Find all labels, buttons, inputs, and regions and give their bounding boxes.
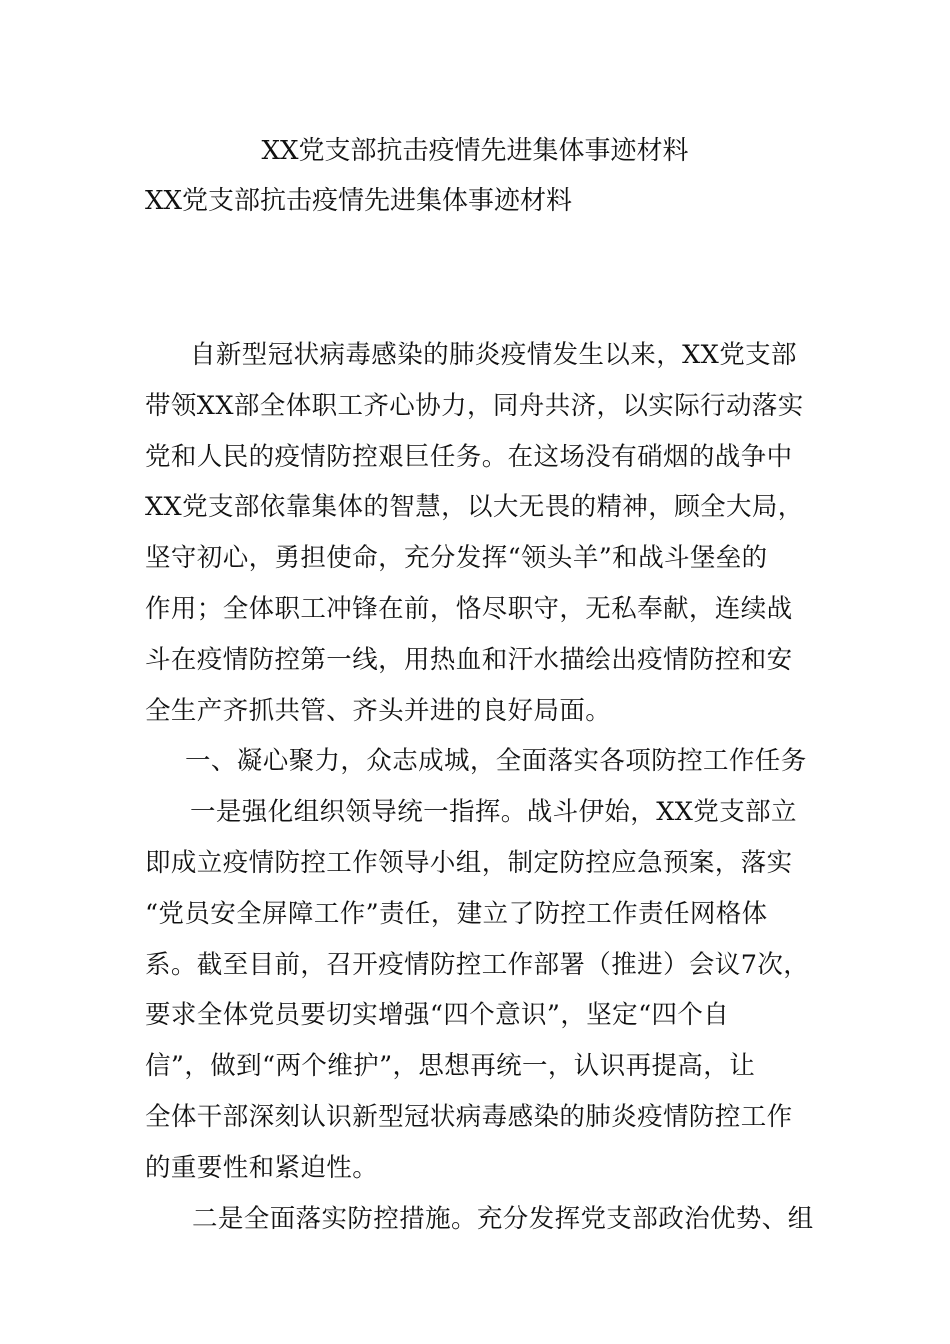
paragraph-line: 斗在疫情防控第一线，用热血和汗水描绘出疫情防控和安 — [145, 644, 793, 675]
paragraph-line: 二是全面落实防控措施。充分发挥党支部政治优势、组 — [192, 1203, 814, 1234]
paragraph-line: 信”，做到“两个维护”，思想再统一，认识再提高，让 — [145, 1051, 756, 1082]
paragraph-1 — [145, 330, 825, 736]
paragraph-line: 的重要性和紧迫性。 — [145, 1152, 379, 1183]
paragraph-line: 要求全体党员要切实增强“四个意识”，坚定“四个自 — [145, 1000, 730, 1031]
document-subtitle: XX党支部抗击疫情先进集体事迹材料 — [145, 186, 573, 216]
paragraph-line: 自新型冠状病毒感染的肺炎疫情发生以来，XX党支部 — [190, 340, 797, 370]
section-heading: 一、凝心聚力，众志成城，全面落实各项防控工作任务 — [185, 746, 807, 777]
document-title: XX党支部抗击疫情先进集体事迹材料 — [261, 136, 689, 166]
paragraph-line: 党和人民的疫情防控艰巨任务。在这场没有硝烟的战争中 — [145, 441, 793, 472]
paragraph-line: 即成立疫情防控工作领导小组，制定防控应急预案，落实 — [145, 847, 793, 878]
paragraph-line: 坚守初心，勇担使命，充分发挥“领头羊”和战斗堡垒的 — [145, 543, 768, 574]
paragraph-line: 一是强化组织领导统一指挥。战斗伊始，XX党支部立 — [190, 797, 797, 828]
paragraph-line: 系。截至目前，召开疫情防控工作部署（推进）会议7次， — [145, 949, 810, 980]
paragraph-2 — [145, 787, 825, 1193]
document-body — [145, 330, 825, 1244]
paragraph-line: 全生产齐抓共管、齐头并进的良好局面。 — [145, 695, 612, 726]
paragraph-line: 带领XX部全体职工齐心协力，同舟共济，以实际行动落实 — [145, 390, 804, 421]
paragraph-line: XX党支部依靠集体的智慧，以大无畏的精神，顾全大局， — [145, 492, 804, 523]
paragraph-line: “党员安全屏障工作”责任，建立了防控工作责任网格体 — [145, 898, 768, 929]
paragraph-3 — [145, 1194, 825, 1245]
paragraph-line: 作用；全体职工冲锋在前，恪尽职守，无私奉献，连续战 — [145, 593, 793, 624]
paragraph-line: 全体干部深刻认识新型冠状病毒感染的肺炎疫情防控工作 — [145, 1101, 793, 1132]
